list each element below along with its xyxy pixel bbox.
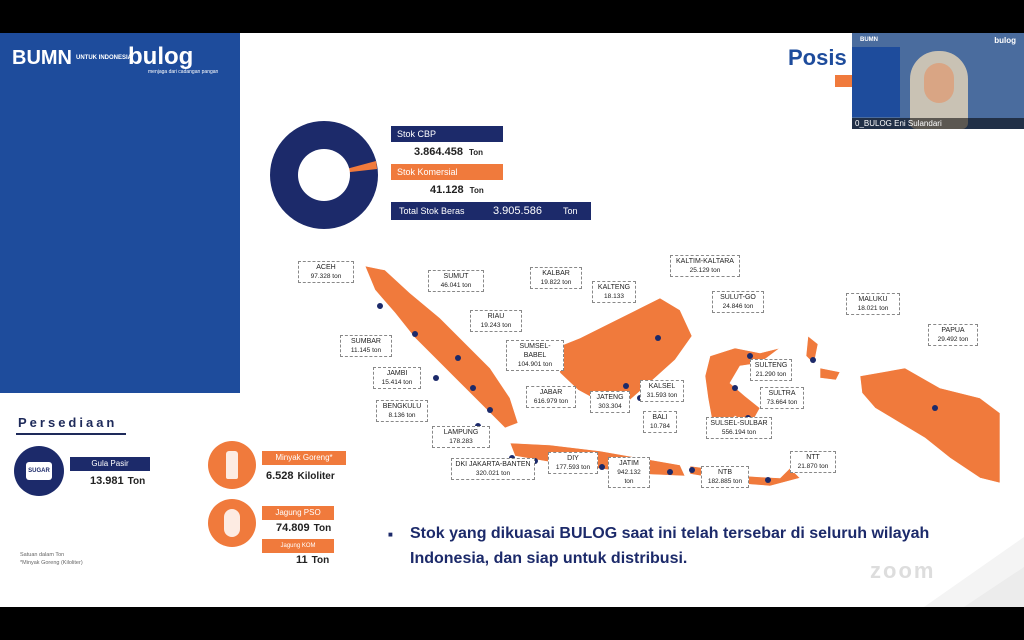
bullet-square-icon: ■ [388,530,393,539]
webcam-video-tile[interactable] [852,33,1024,129]
jagung-kom-value: 11 Ton [296,554,330,566]
province-jabar: JABAR 616.979 ton [526,386,576,408]
province-ntt: NTT 21.870 ton [790,451,836,473]
province-jateng: JATENG 303.304 [590,391,630,413]
jagung-pso-value: 74.809 Ton [276,522,332,534]
gula-pasir-label: Gula Pasir [70,457,150,471]
persediaan-heading: Persediaan [18,415,118,430]
province-sulut-go: SULUT-GO 24.846 ton [712,291,764,313]
minyak-goreng-label: Minyak Goreng* [262,451,346,465]
summary-bullet: ■ Stok yang dikuasai BULOG saat ini telah tersebar di seluruh wilayah Indonesia, dan siap untuk distribusi. [388,521,970,571]
province-kaltim-kaltara: KALTIM-KALTARA 25.129 ton [670,255,740,277]
webcam-background-logo [852,47,900,117]
corn-icon [208,499,256,547]
slide-title: Posis [788,45,847,70]
minyak-goreng-value: 6.528 Kiloliter [266,470,335,482]
presentation-slide [0,33,1024,607]
jagung-kom-label: Jagung KOM [262,539,334,553]
province-sulteng: SULTENG 21.290 ton [750,359,792,381]
stock-donut-chart [270,121,378,229]
province-kalteng: KALTENG 18.133 [592,281,636,303]
total-stok-beras: Total Stok Beras 3.905.586 Ton [391,202,591,220]
sugar-icon: SUGAR [14,446,64,496]
province-dki-jakarta-banten: DKI JAKARTA-BANTEN 320.021 ton [451,458,535,480]
stok-komersial-value: 41.128 Ton [430,184,484,196]
left-blue-panel [0,33,240,393]
webcam-bulog-logo: bulog [994,36,1016,45]
province-lampung: LAMPUNG 178.283 [432,426,490,448]
province-riau: RIAU 19.243 ton [470,310,522,332]
webcam-bumn-logo: BUMN [860,37,878,43]
zoom-watermark: zoom [870,558,936,583]
donut-hole [298,149,350,201]
persediaan-underline [16,433,126,435]
bumn-logo: BUMN UNTUK INDONESIA [12,47,133,69]
province-papua: PAPUA 29.492 ton [928,324,978,346]
oil-bottle-icon [208,441,256,489]
province-jambi: JAMBI 15.414 ton [373,367,421,389]
bulog-logo: bulog menjaga dari cadangan pangan [128,43,219,75]
jagung-pso-label: Jagung PSO [262,506,334,520]
stok-cbp-label: Stok CBP [391,126,503,142]
province-bengkulu: BENGKULU 8.136 ton [376,400,428,422]
participant-name: 0_BULOG Eni Sulandari [852,118,1024,129]
province-diy: DIY 177.593 ton [548,452,598,474]
province-sumsel-babel: SUMSEL-BABEL 104.901 ton [506,340,564,371]
participant-face [924,63,954,103]
province-ntb: NTB 182.885 ton [701,466,749,488]
province-kalsel: KALSEL 31.593 ton [640,380,684,402]
gula-pasir-value: 13.981 Ton [90,475,146,487]
stok-cbp-value: 3.864.458 Ton [414,146,484,158]
province-sumut: SUMUT 46.041 ton [428,270,484,292]
province-sumbar: SUMBAR 11.145 ton [340,335,392,357]
stok-komersial-label: Stok Komersial [391,164,503,180]
province-sulsel-sulbar: SULSEL-SULBAR 556.194 ton [706,417,772,439]
province-sultra: SULTRA 73.664 ton [760,387,804,409]
province-aceh: ACEH 97.328 ton [298,261,354,283]
province-maluku: MALUKU 18.021 ton [846,293,900,315]
province-jatim: JATIM 942.132 ton [608,457,650,488]
footnote: Satuan dalam Ton *Minyak Goreng (Kiloliter) [20,552,83,566]
province-bali: BALI 10.784 [643,411,677,433]
province-kalbar: KALBAR 19.822 ton [530,267,582,289]
